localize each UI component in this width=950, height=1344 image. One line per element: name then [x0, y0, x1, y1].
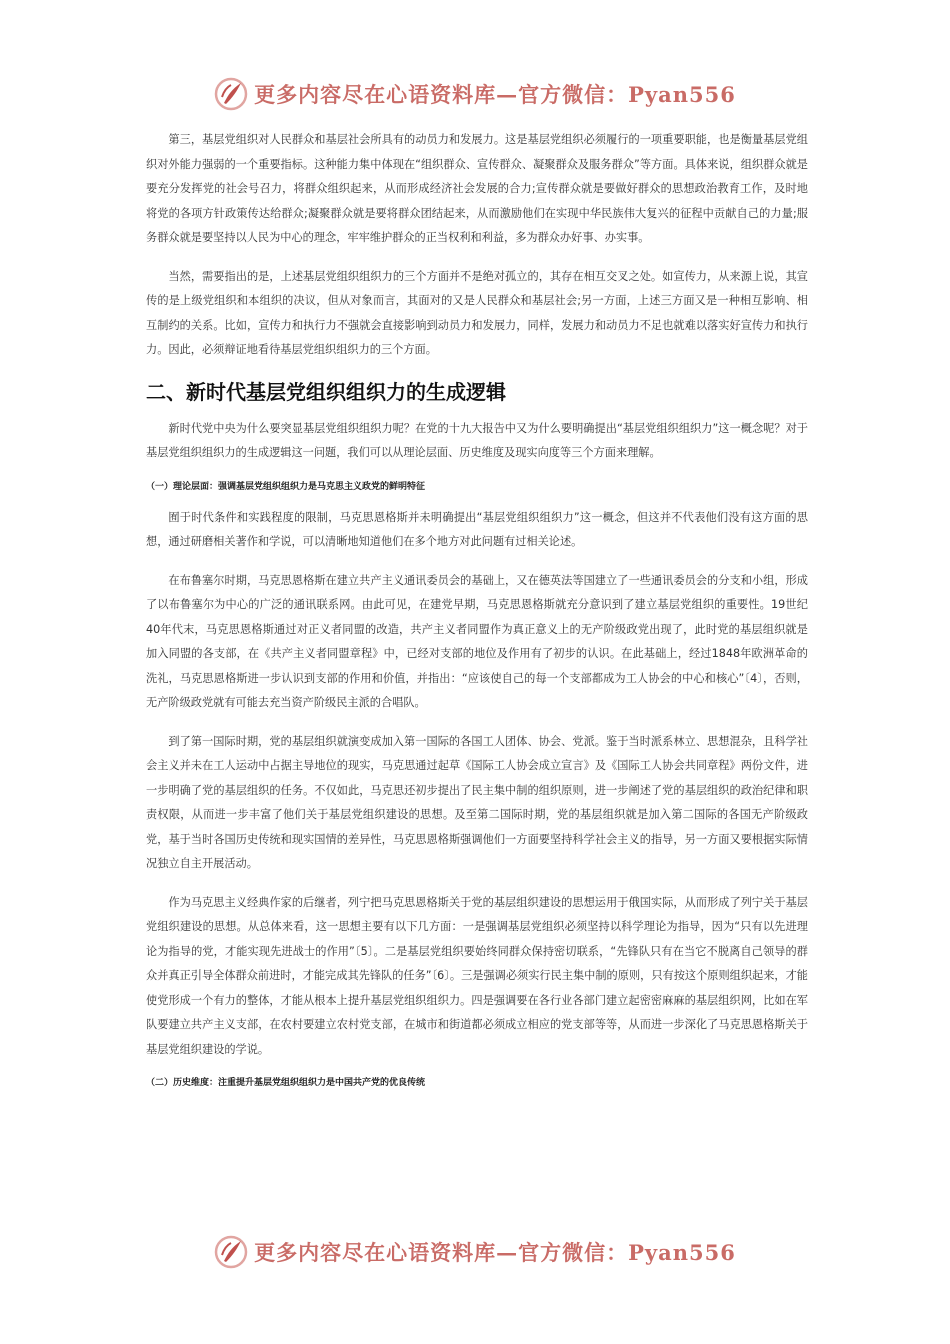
paragraph-dialectical: 当然，需要指出的是，上述基层党组织组织力的三个方面并不是绝对孤立的，其存在相互交叉之处。如宣传力，从来源上说，其宣传的是上级党组织和本组织的决议，但从对象而言，其面对的又是人民群众和基层社会;另一方面，上述三方面又是一种相互影响、相互制约的关系。比如，宣传力和执行力不强就会直接影响到动员力和发展力，同样，发展力和动员力不足也就难以落实好宣传力和执行力。因此，必须辩证地看待基层党组织组织力的三个方面。 — [146, 269, 808, 356]
flame-quill-logo-icon — [214, 77, 248, 111]
section-heading: 二、新时代基层党组织组织力的生成逻辑 — [146, 379, 506, 404]
flame-quill-logo-icon — [214, 1235, 248, 1269]
document-body — [146, 128, 808, 1102]
paragraph-theory-2: 在布鲁塞尔时期，马克思恩格斯在建立共产主义通讯委员会的基础上，又在德英法等国建立了一些通讯委员会的分支和小组，形成了以布鲁塞尔为中心的广泛的通讯联系网。由此可见，在建党早期，马克思恩格斯就充分意识到了建立基层党组织的重要性。19世纪40年代末，马克思恩格斯通过对正义者同盟的改造，共产主义者同盟作为真正意义上的无产阶级政党出现了，此时党的基层组织就是加入同盟的各支部，在《共产主义者同盟章程》中，已经对支部的地位及作用有了初步的认识。在此基础上，经过1848年欧洲革命的洗礼，马克思恩格斯进一步认识到支部的作用和价值，并指出：“应该使自己的每一个支部都成为工人协会的中心和核心”〔4〕，否则，无产阶级政党就有可能去充当资产阶级民主派的合唱队。 — [146, 573, 808, 709]
footer-banner — [0, 1232, 950, 1272]
paragraph-theory-3: 到了第一国际时期，党的基层组织就演变成加入第一国际的各国工人团体、协会、党派。鉴于当时派系林立、思想混杂，且科学社会主义并未在工人运动中占据主导地位的现实，马克思通过起草《国际工人协会成立宣言》及《国际工人协会共同章程》两份文件，进一步明确了党的基层组织的任务。不仅如此，马克思还初步提出了民主集中制的组织原则，进一步阐述了党的基层组织的政治纪律和职责权限，从而进一步丰富了他们关于基层党组织建设的思想。及至第二国际时期，党的基层组织就是加入第二国际的各国无产阶级政党，基于当时各国历史传统和现实国情的差异性，马克思恩格斯强调他们一方面要坚持科学社会主义的指导，另一方面又要根据实际情况独立自主开展活动。 — [146, 734, 808, 870]
banner-text: 更多内容尽在心语资料库—官方微信：Pyan556 — [254, 82, 736, 107]
banner-text: 更多内容尽在心语资料库—官方微信：Pyan556 — [254, 1240, 736, 1265]
subheading-history: （二）历史维度：注重提升基层党组织组织力是中国共产党的优良传统 — [146, 1078, 426, 1088]
subheading-theory: （一）理论层面：强调基层党组织组织力是马克思主义政党的鲜明特征 — [146, 481, 426, 492]
header-banner — [0, 74, 950, 114]
paragraph-theory-4: 作为马克思主义经典作家的后继者，列宁把马克思恩格斯关于党的基层组织建设的思想运用于俄国实际，从而形成了列宁关于基层党组织建设的思想。从总体来看，这一思想主要有以下几方面：一是强调基层党组织必须坚持以科学理论为指导，因为“只有以先进理论为指导的党，才能实现先进战士的作用”〔5〕。二是基层党组织要始终同群众保持密切联系，“先锋队只有在当它不脱离自己领导的群众并真正引导全体群众前进时，才能完成其先锋队的任务”〔6〕。三是强调必须实行民主集中制的原则，只有按这个原则组织起来，才能使党形成一个有力的整体，才能从根本上提升基层党组织组织力。四是强调要在各行业各部门建立起密密麻麻的基层组织网，比如在军队要建立共产主义支部，在农村要建立农村党支部，在城市和街道都必须成立相应的党支部等等，从而进一步深化了马克思恩格斯关于基层党组织建设的学说。 — [146, 895, 808, 1056]
paragraph-mobilization: 第三，基层党组织对人民群众和基层社会所具有的动员力和发展力。这是基层党组织必须履行的一项重要职能，也是衡量基层党组织对外能力强弱的一个重要指标。这种能力集中体现在“组织群众、宣传群众、凝聚群众及服务群众”等方面。具体来说，组织群众就是要充分发挥党的社会号召力，将群众组织起来，从而形成经济社会发展的合力;宣传群众就是要做好群众的思想政治教育工作，及时地将党的各项方针政策传达给群众;凝聚群众就是要将群众团结起来，从而激励他们在实现中华民族伟大复兴的征程中贡献自己的力量;服务群众就是要坚持以人民为中心的理念，牢牢维护群众的正当权利和利益，多为群众办好事、办实事。 — [146, 133, 808, 244]
paragraph-intro: 新时代党中央为什么要突显基层党组织组织力呢？在党的十九大报告中又为什么要明确提出“基层党组织组织力”这一概念呢？对于基层党组织组织力的生成逻辑这一问题，我们可以从理论层面、历史维度及现实向度等三个方面来理解。 — [146, 421, 808, 459]
paragraph-theory-1: 囿于时代条件和实践程度的限制，马克思恩格斯并未明确提出“基层党组织组织力”这一概念，但这并不代表他们没有这方面的思想，通过研磨相关著作和学说，可以清晰地知道他们在多个地方对此问题有过相关论述。 — [146, 510, 808, 548]
